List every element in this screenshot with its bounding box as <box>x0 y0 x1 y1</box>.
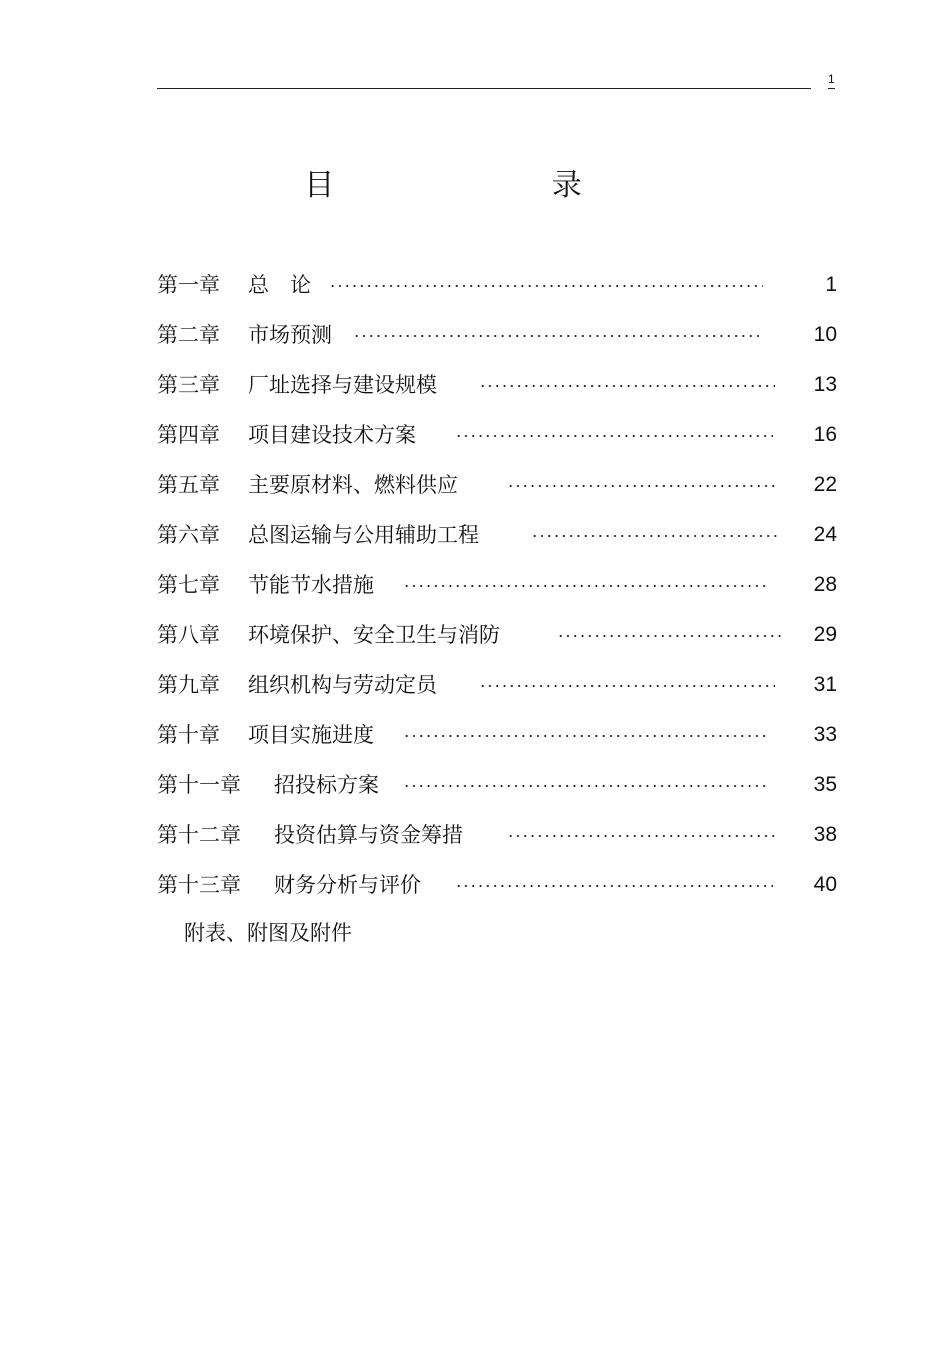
chapter-label: 第一章 <box>157 273 220 297</box>
chapter-title: 组织机构与劳动定员 <box>248 673 437 697</box>
page-ref: 28 <box>813 573 837 596</box>
toc-entry-11[interactable] <box>157 766 837 816</box>
page-ref: 1 <box>825 273 837 296</box>
chapter-title: 项目建设技术方案 <box>248 423 416 447</box>
page-ref: 40 <box>813 873 837 896</box>
toc-entry-8[interactable] <box>157 616 837 666</box>
dot-leader <box>329 266 763 304</box>
dot-leader <box>531 516 781 554</box>
dot-leader <box>403 716 767 754</box>
chapter-label: 第三章 <box>157 373 220 397</box>
dot-leader <box>507 816 777 854</box>
toc-entry-9[interactable] <box>157 666 837 716</box>
dot-leader <box>455 866 773 904</box>
appendix-entry[interactable]: 附表、附图及附件 <box>184 921 352 945</box>
chapter-title: 环境保护、安全卫生与消防 <box>248 623 500 647</box>
toc-entry-13[interactable] <box>157 866 837 916</box>
chapter-title: 总图运输与公用辅助工程 <box>248 523 479 547</box>
page-number: 1 <box>828 72 835 89</box>
page-ref: 10 <box>813 323 837 346</box>
page-ref: 35 <box>813 773 837 796</box>
chapter-label: 第六章 <box>157 523 220 547</box>
dot-leader <box>455 416 773 454</box>
dot-leader <box>507 466 777 504</box>
toc-list <box>157 266 837 916</box>
chapter-label: 第十章 <box>157 723 220 747</box>
page-ref: 29 <box>813 623 837 646</box>
toc-entry-6[interactable] <box>157 516 837 566</box>
toc-entry-10[interactable] <box>157 716 837 766</box>
dot-leader <box>403 566 767 604</box>
page-ref: 16 <box>813 423 837 446</box>
dot-leader <box>353 316 763 354</box>
chapter-title: 总 论 <box>248 273 311 297</box>
chapter-title: 厂址选择与建设规模 <box>248 373 437 397</box>
page-ref: 38 <box>813 823 837 846</box>
chapter-title: 主要原材料、燃料供应 <box>248 473 458 497</box>
chapter-label: 第五章 <box>157 473 220 497</box>
dot-leader <box>557 616 783 654</box>
chapter-label: 第八章 <box>157 623 220 647</box>
toc-entry-4[interactable] <box>157 416 837 466</box>
dot-leader <box>403 766 767 804</box>
chapter-label: 第十三章 <box>157 873 241 897</box>
page-ref: 24 <box>813 523 837 546</box>
toc-entry-7[interactable] <box>157 566 837 616</box>
header-rule <box>157 88 811 89</box>
dot-leader <box>479 666 775 704</box>
page-ref: 31 <box>813 673 837 696</box>
toc-entry-3[interactable] <box>157 366 837 416</box>
toc-entry-5[interactable] <box>157 466 837 516</box>
chapter-label: 第四章 <box>157 423 220 447</box>
chapter-title: 项目实施进度 <box>248 723 374 747</box>
chapter-title: 招投标方案 <box>274 773 379 797</box>
toc-entry-2[interactable] <box>157 316 837 366</box>
chapter-label: 第十二章 <box>157 823 241 847</box>
toc-entry-12[interactable] <box>157 816 837 866</box>
dot-leader <box>479 366 775 404</box>
page-ref: 33 <box>813 723 837 746</box>
chapter-title: 投资估算与资金筹措 <box>274 823 463 847</box>
page-ref: 22 <box>813 473 837 496</box>
chapter-label: 第九章 <box>157 673 220 697</box>
chapter-label: 第七章 <box>157 573 220 597</box>
chapter-label: 第十一章 <box>157 773 241 797</box>
chapter-title: 财务分析与评价 <box>274 873 421 897</box>
toc-entry-1[interactable] <box>157 266 837 316</box>
chapter-label: 第二章 <box>157 323 220 347</box>
toc-title: 目 录 <box>304 168 686 203</box>
page-ref: 13 <box>813 373 837 396</box>
chapter-title: 市场预测 <box>248 323 332 347</box>
chapter-title: 节能节水措施 <box>248 573 374 597</box>
